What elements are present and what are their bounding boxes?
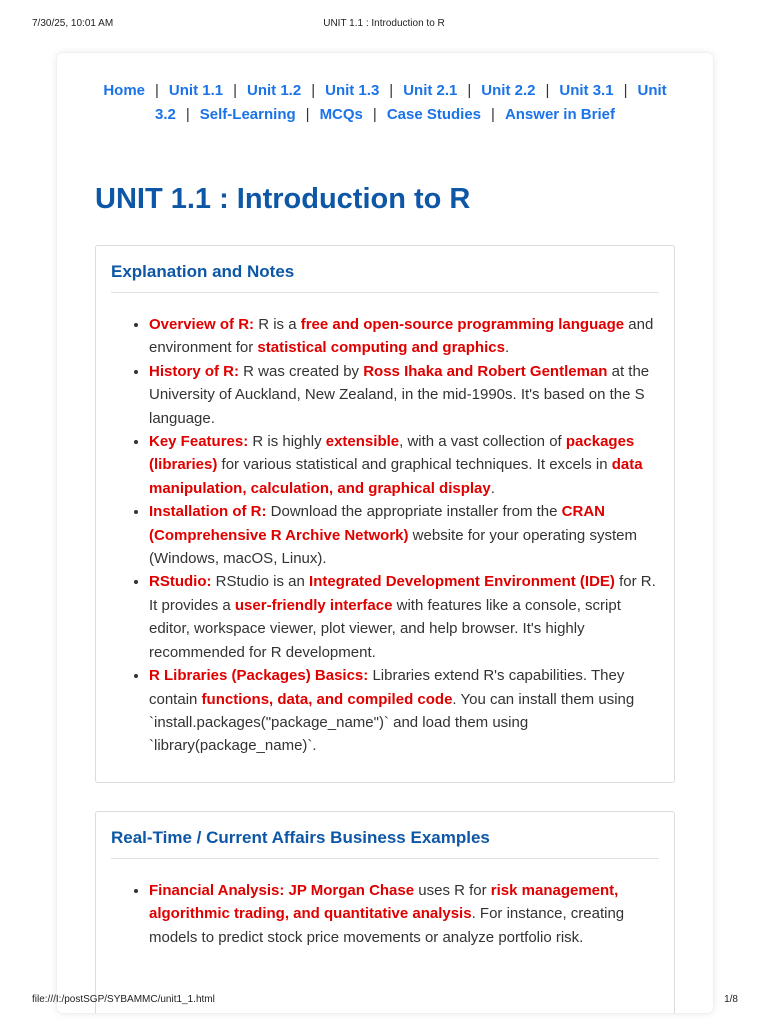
top-navigation	[95, 79, 675, 126]
print-page-number: 1/8	[724, 994, 738, 1005]
item-highlight: packages (libraries)	[149, 433, 635, 474]
item-text: Libraries extend R's capabilities. They contain	[149, 667, 625, 708]
item-text: , with a vast collection of	[399, 433, 566, 451]
nav-link-unit-1-2[interactable]: Unit 1.2	[247, 82, 302, 99]
nav-link-mcqs[interactable]: MCQs	[319, 105, 363, 123]
list-item-history	[149, 360, 660, 430]
item-label: Overview of R:	[149, 316, 255, 333]
nav-separator: |	[155, 82, 159, 99]
nav-separator: |	[491, 105, 495, 123]
print-footer	[0, 994, 768, 1014]
item-text: uses R for	[414, 882, 491, 899]
examples-list	[96, 859, 674, 949]
page-title: UNIT 1.1 : Introduction to R	[95, 183, 471, 215]
item-label: Financial Analysis: JP Morgan Chase	[149, 882, 415, 899]
notes-list	[96, 293, 674, 758]
item-highlight: functions, data, and compiled code	[201, 690, 453, 708]
nav-link-unit-1-1[interactable]: Unit 1.1	[168, 82, 224, 99]
print-datetime: 7/30/25, 10:01 AM	[32, 18, 114, 29]
item-highlight: extensible	[325, 433, 400, 451]
item-highlight: statistical computing and graphics	[257, 339, 505, 357]
list-item-installation	[149, 500, 660, 570]
list-item-libraries	[149, 664, 660, 758]
section-heading: Real-Time / Current Affairs Business Examples	[111, 812, 659, 859]
item-highlight: free and open-source programming language	[300, 316, 625, 333]
item-label: History of R:	[149, 362, 239, 380]
list-item-financial-analysis	[149, 879, 660, 949]
nav-link-unit-2-1[interactable]: Unit 2.1	[403, 82, 458, 99]
print-page-title: UNIT 1.1 : Introduction to R	[323, 18, 445, 29]
item-label: R Libraries (Packages) Basics:	[149, 667, 369, 685]
section-heading: Explanation and Notes	[111, 246, 659, 293]
list-item-rstudio	[149, 570, 660, 664]
item-text: .	[490, 479, 495, 497]
nav-link-unit-3-1[interactable]: Unit 3.1	[559, 82, 614, 99]
item-highlight: Integrated Development Environment (IDE)	[309, 573, 615, 591]
nav-separator: |	[311, 82, 316, 99]
list-item-overview	[149, 313, 660, 360]
item-text: with features like a console, script editor, workspace viewer, plot viewer, and help browser. It's highly recommended for R development.	[149, 596, 621, 661]
list-item-key-features	[149, 430, 660, 500]
nav-separator: |	[305, 105, 310, 123]
nav-link-answer-in-brief[interactable]: Answer in Brief	[504, 105, 615, 123]
nav-separator: |	[389, 82, 394, 99]
item-text: at the University of Auckland, New Zealand, in the mid-1990s. It's based on the S language.	[149, 362, 650, 427]
nav-separator: |	[623, 82, 628, 99]
item-text: R was created by	[239, 362, 364, 380]
item-text: . You can install them using `install.packages("package_name")` and load them using `library(package_name)`.	[149, 690, 635, 755]
item-highlight: user-friendly interface	[234, 596, 393, 614]
item-highlight: CRAN (Comprehensive R Archive Network)	[149, 503, 606, 544]
item-text: .	[504, 339, 510, 357]
section-business-examples	[95, 811, 675, 1013]
nav-separator: |	[233, 82, 238, 99]
item-text: . For instance, creating models to predict stock price movements or analyze portfolio risk.	[149, 905, 625, 946]
item-label: Installation of R:	[149, 503, 267, 521]
item-text: and environment for	[149, 316, 654, 357]
item-highlight: data manipulation, calculation, and graphical display	[149, 456, 643, 497]
item-text: RStudio is an	[211, 573, 310, 591]
item-highlight: risk management, algorithmic trading, and quantitative analysis	[149, 882, 619, 923]
content-card	[57, 53, 713, 1013]
item-text: Download the appropriate installer from the	[266, 503, 562, 521]
nav-separator: |	[372, 105, 377, 123]
nav-separator: |	[467, 82, 472, 99]
item-text: website for your operating system (Windows, macOS, Linux).	[149, 526, 637, 568]
nav-link-unit-1-3[interactable]: Unit 1.3	[325, 82, 380, 99]
nav-separator: |	[185, 105, 190, 123]
nav-separator: |	[545, 82, 550, 99]
nav-link-unit-3-2[interactable]: Unit 3.2	[155, 82, 667, 123]
section-explanation-notes	[95, 245, 675, 783]
item-highlight: Ross Ihaka and Robert Gentleman	[363, 362, 608, 380]
print-url: file:///I:/postSGP/SYBAMMC/unit1_1.html	[32, 994, 215, 1005]
item-text: R is highly	[248, 433, 326, 451]
item-text: R is a	[254, 316, 301, 333]
item-label: Key Features:	[149, 433, 249, 451]
item-text: for R. It provides a	[149, 573, 656, 614]
nav-link-unit-2-2[interactable]: Unit 2.2	[481, 82, 536, 99]
item-text: for various statistical and graphical techniques. It excels in	[217, 456, 612, 474]
nav-link-self-learning[interactable]: Self-Learning	[199, 105, 296, 123]
nav-link-case-studies[interactable]: Case Studies	[386, 105, 482, 123]
item-label: RStudio:	[149, 573, 212, 591]
print-header	[0, 0, 768, 40]
nav-link-home[interactable]: Home	[103, 82, 146, 99]
